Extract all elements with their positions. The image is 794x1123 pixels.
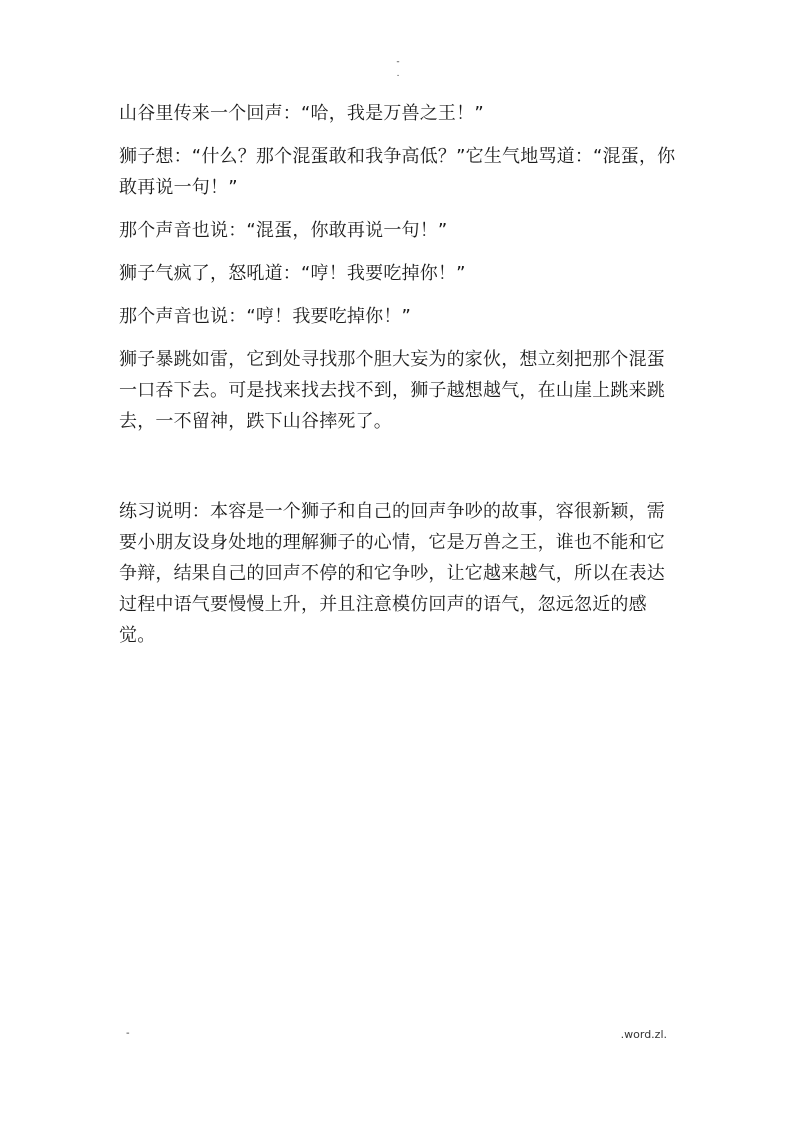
header-mark-top: - [396,57,400,67]
paragraph-lion-falls: 狮子暴跳如雷，它到处寻找那个胆大妄为的家伙，想立刻把那个混蛋一口吞下去。可是找来找去找不到，狮子越想越气，在山崖上跳来跳去，一不留神，跌下山谷摔死了。 [119,349,665,432]
document-body [119,98,681,651]
paragraph-echo-repeats-1: 那个声音也说：“混蛋，你敢再说一句！” [119,220,448,241]
paragraph-lion-thinks: 狮子想：“什么？那个混蛋敢和我争高低？”它生气地骂道：“混蛋，你敢再说一句！” [119,146,676,198]
paragraph-practice-notes: 练习说明：本容是一个狮子和自己的回声争吵的故事，容很新颖，需要小朋友设身处地的理解狮子的心情，它是万兽之王，谁也不能和它争辩，结果自己的回声不停的和它争吵，让它越来越气，所以在表达过程中语气要慢慢上升，并且注意模仿回声的语气，忽远忽近的感觉。 [119,501,665,646]
header-marks [392,56,404,80]
paragraph-lion-roars: 狮子气疯了，怒吼道：“哼！我要吃掉你！” [119,263,466,284]
header-mark-bottom: . [396,69,400,79]
footer-right-label: .word.zl. [620,1028,667,1041]
paragraph-echo-repeats-2: 那个声音也说：“哼！我要吃掉你！” [119,306,412,327]
footer-left-mark: - [126,1028,130,1039]
paragraph-echo-intro: 山谷里传来一个回声：“哈，我是万兽之王！” [119,103,484,124]
